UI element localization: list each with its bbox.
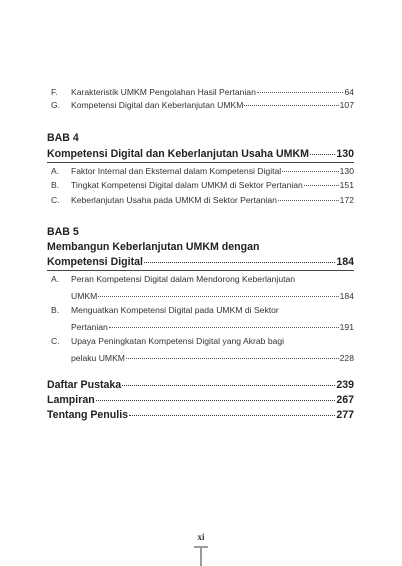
- entry-letter: G.: [51, 100, 61, 110]
- entry-page: 64: [344, 87, 354, 97]
- backmatter-page: 239: [336, 379, 354, 391]
- toc-entry[interactable]: [47, 180, 354, 191]
- entry-letter: B.: [51, 180, 60, 190]
- entry-letter: F.: [51, 87, 58, 97]
- entry-letter: C.: [51, 195, 60, 205]
- entry-letter: A.: [51, 166, 60, 176]
- chapter-number: BAB 4: [47, 132, 79, 144]
- entry-title: Karakteristik UMKM Pengolahan Hasil Pertanian: [71, 87, 256, 97]
- chapter-rule: [47, 270, 354, 271]
- entry-title-cont: Pertanian: [71, 322, 108, 332]
- chapter-page: 184: [336, 256, 354, 268]
- entry-page: 184: [339, 291, 354, 301]
- page-number: xi: [197, 532, 205, 542]
- entry-page: 172: [339, 195, 354, 205]
- chapter-title-line1[interactable]: [47, 241, 354, 254]
- chapter-number: BAB 5: [47, 226, 79, 238]
- dot-leader: [122, 385, 335, 386]
- toc-entry[interactable]: [47, 100, 354, 111]
- entry-title-cont: pelaku UMKM: [71, 353, 125, 363]
- entry-letter: A.: [51, 274, 60, 284]
- chapter-title-text: Kompetensi Digital: [47, 256, 143, 268]
- chapter-title-line2[interactable]: [47, 256, 354, 269]
- toc-backmatter-entry[interactable]: [47, 394, 354, 407]
- toc-entry[interactable]: [47, 87, 354, 98]
- t-ornament-icon: [194, 546, 208, 566]
- chapter-title-text: Membangun Keberlanjutan UMKM dengan: [47, 241, 260, 253]
- dot-leader: [109, 327, 339, 328]
- toc-entry[interactable]: [47, 336, 354, 364]
- dot-leader: [304, 185, 339, 186]
- backmatter-title: Daftar Pustaka: [47, 379, 122, 391]
- chapter-title[interactable]: [47, 148, 354, 161]
- entry-title: Kompetensi Digital dan Keberlanjutan UMKM: [71, 100, 244, 110]
- entry-title: Faktor Internal dan Eksternal dalam Kompetensi Digital: [71, 166, 282, 176]
- toc-backmatter-entry[interactable]: [47, 409, 354, 422]
- entry-title-cont: UMKM: [71, 291, 98, 301]
- entry-letter: C.: [51, 336, 60, 346]
- entry-title: Menguatkan Kompetensi Digital pada UMKM di Sektor: [71, 305, 279, 315]
- entry-title: Tingkat Kompetensi Digital dalam UMKM di Sektor Pertanian: [71, 180, 303, 190]
- backmatter-page: 277: [336, 409, 354, 421]
- backmatter-title: Lampiran: [47, 394, 95, 406]
- toc-backmatter-entry[interactable]: [47, 379, 354, 392]
- entry-title: Upaya Peningkatan Kompetensi Digital yang Akrab bagi: [71, 336, 285, 346]
- backmatter-title: Tentang Penulis: [47, 409, 129, 421]
- toc-entry[interactable]: [47, 274, 354, 302]
- entry-page: 191: [339, 322, 354, 332]
- dot-leader: [244, 105, 338, 106]
- backmatter-page: 267: [336, 394, 354, 406]
- chapter-page: 130: [336, 148, 354, 160]
- dot-leader: [96, 400, 336, 401]
- entry-letter: B.: [51, 305, 60, 315]
- dot-leader: [282, 171, 338, 172]
- entry-page: 151: [339, 180, 354, 190]
- chapter-title-text: Kompetensi Digital dan Keberlanjutan Usaha UMKM: [47, 148, 309, 160]
- toc-entry[interactable]: [47, 305, 354, 333]
- entry-page: 130: [339, 166, 354, 176]
- toc-entry[interactable]: [47, 166, 354, 177]
- entry-title: Keberlanjutan Usaha pada UMKM di Sektor Pertanian: [71, 195, 277, 205]
- dot-leader: [126, 358, 339, 359]
- dot-leader: [144, 262, 335, 263]
- dot-leader: [129, 415, 335, 416]
- entry-title: Peran Kompetensi Digital dalam Mendorong Keberlanjutan: [71, 274, 296, 284]
- dot-leader: [98, 296, 338, 297]
- dot-leader: [310, 154, 335, 155]
- dot-leader: [257, 92, 344, 93]
- toc-entry[interactable]: [47, 195, 354, 206]
- entry-page: 228: [339, 353, 354, 363]
- chapter-rule: [47, 162, 354, 163]
- dot-leader: [278, 200, 339, 201]
- entry-page: 107: [339, 100, 354, 110]
